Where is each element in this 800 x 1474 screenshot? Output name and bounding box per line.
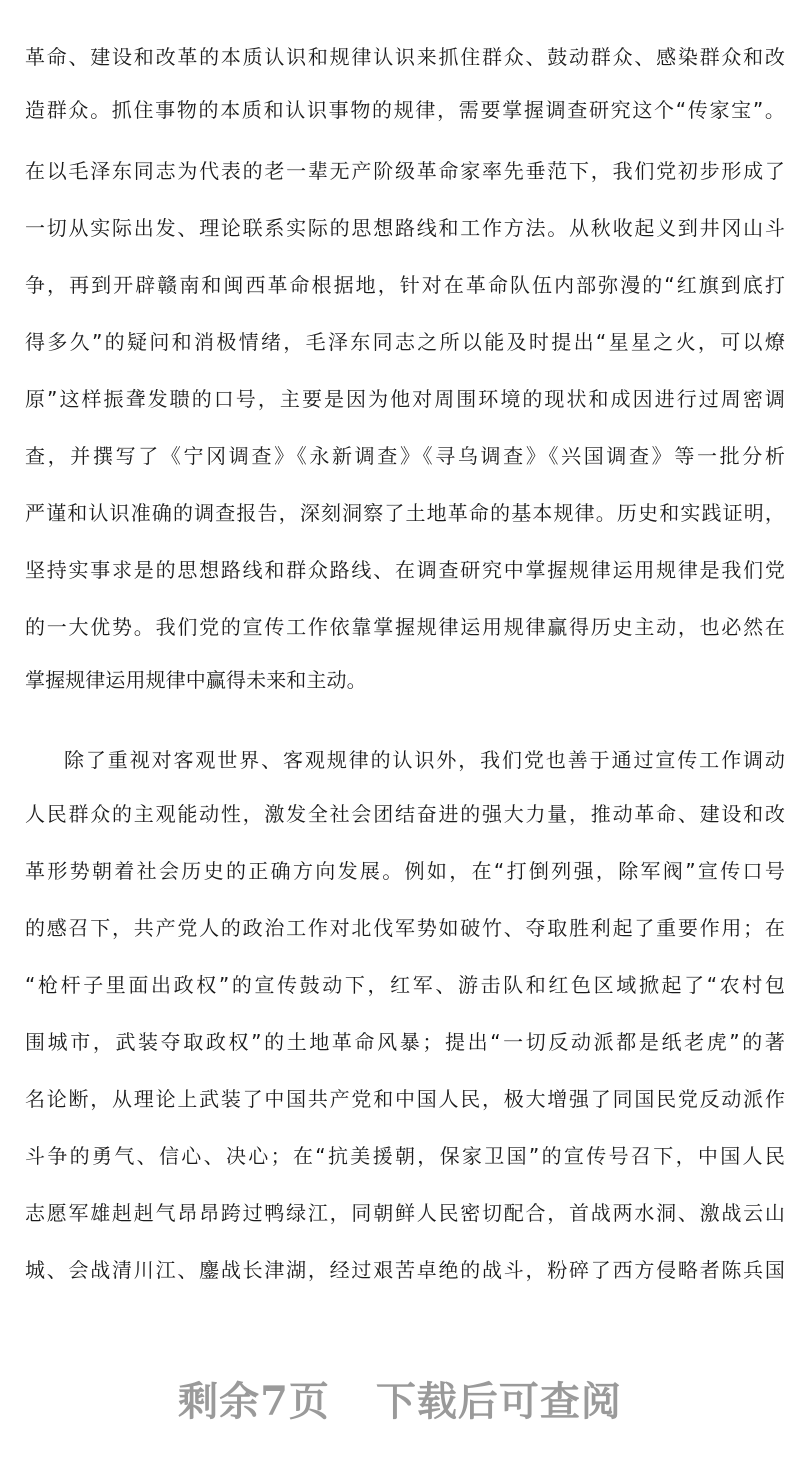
text-line: 围城市，武装夺取政权”的土地革命风暴；提出“一切反动派都是纸老虎”的著 [25, 1030, 785, 1054]
text-line: 在以毛泽东同志为代表的老一辈无产阶级革命家率先垂范下，我们党初步形成了 [25, 159, 785, 183]
text-line: 争，再到开辟赣南和闽西革命根据地，针对在革命队伍内部弥漫的“红旗到底打 [25, 273, 785, 297]
text-line: 掌握规律运用规律中赢得未来和主动。 [25, 668, 367, 692]
text-line: 除了重视对客观世界、客观规律的认识外，我们党也善于通过宣传工作调动 [64, 748, 785, 772]
text-line: 革命、建设和改革的本质认识和规律认识来抓住群众、鼓动群众、感染群众和改 [25, 45, 785, 69]
text-line: 查，并撰写了《宁冈调查》《永新调查》《寻乌调查》《兴国调查》等一批分析 [25, 444, 785, 468]
text-line: “枪杆子里面出政权”的宣传鼓动下，红军、游击队和红色区域掀起了“农村包 [25, 973, 785, 997]
text-line: 造群众。抓住事物的本质和认识事物的规律，需要掌握调查研究这个“传家宝”。 [25, 98, 785, 122]
text-line: 志愿军雄赳赳气昂昂跨过鸭绿江，同朝鲜人民密切配合，首战两水洞、激战云山 [25, 1201, 785, 1225]
text-line: 斗争的勇气、信心、决心；在“抗美援朝，保家卫国”的宣传号召下，中国人民 [25, 1144, 785, 1168]
remaining-pages-label: 剩余7页 [178, 1377, 330, 1425]
text-line: 革形势朝着社会历史的正确方向发展。例如，在“打倒列强，除军阀”宣传口号 [25, 859, 785, 883]
text-line: 的一大优势。我们党的宣传工作依靠掌握规律运用规律赢得历史主动，也必然在 [25, 615, 785, 639]
text-line: 一切从实际出发、理论联系实际的思想路线和工作方法。从秋收起义到井冈山斗 [25, 216, 785, 240]
text-line: 严谨和认识准确的调查报告，深刻洞察了土地革命的基本规律。历史和实践证明， [25, 501, 785, 525]
download-prompt[interactable] [0, 1368, 800, 1428]
download-to-view-label[interactable]: 下载后可查阅 [375, 1377, 622, 1425]
text-line: 名论断，从理论上武装了中国共产党和中国人民，极大增强了同国民党反动派作 [25, 1087, 785, 1111]
text-line: 的感召下，共产党人的政治工作对北伐军势如破竹、夺取胜利起了重要作用；在 [25, 916, 785, 940]
text-line: 人民群众的主观能动性，激发全社会团结奋进的强大力量，推动革命、建设和改 [25, 802, 785, 826]
text-line: 坚持实事求是的思想路线和群众路线、在调查研究中掌握规律运用规律是我们党 [25, 558, 785, 582]
text-line: 得多久”的疑问和消极情绪，毛泽东同志之所以能及时提出“星星之火，可以燎 [25, 330, 785, 354]
text-line: 原”这样振聋发聩的口号，主要是因为他对周围环境的现状和成因进行过周密调 [25, 387, 785, 411]
text-line: 城、会战清川江、鏖战长津湖，经过艰苦卓绝的战斗，粉碎了西方侵略者陈兵国 [25, 1258, 785, 1282]
